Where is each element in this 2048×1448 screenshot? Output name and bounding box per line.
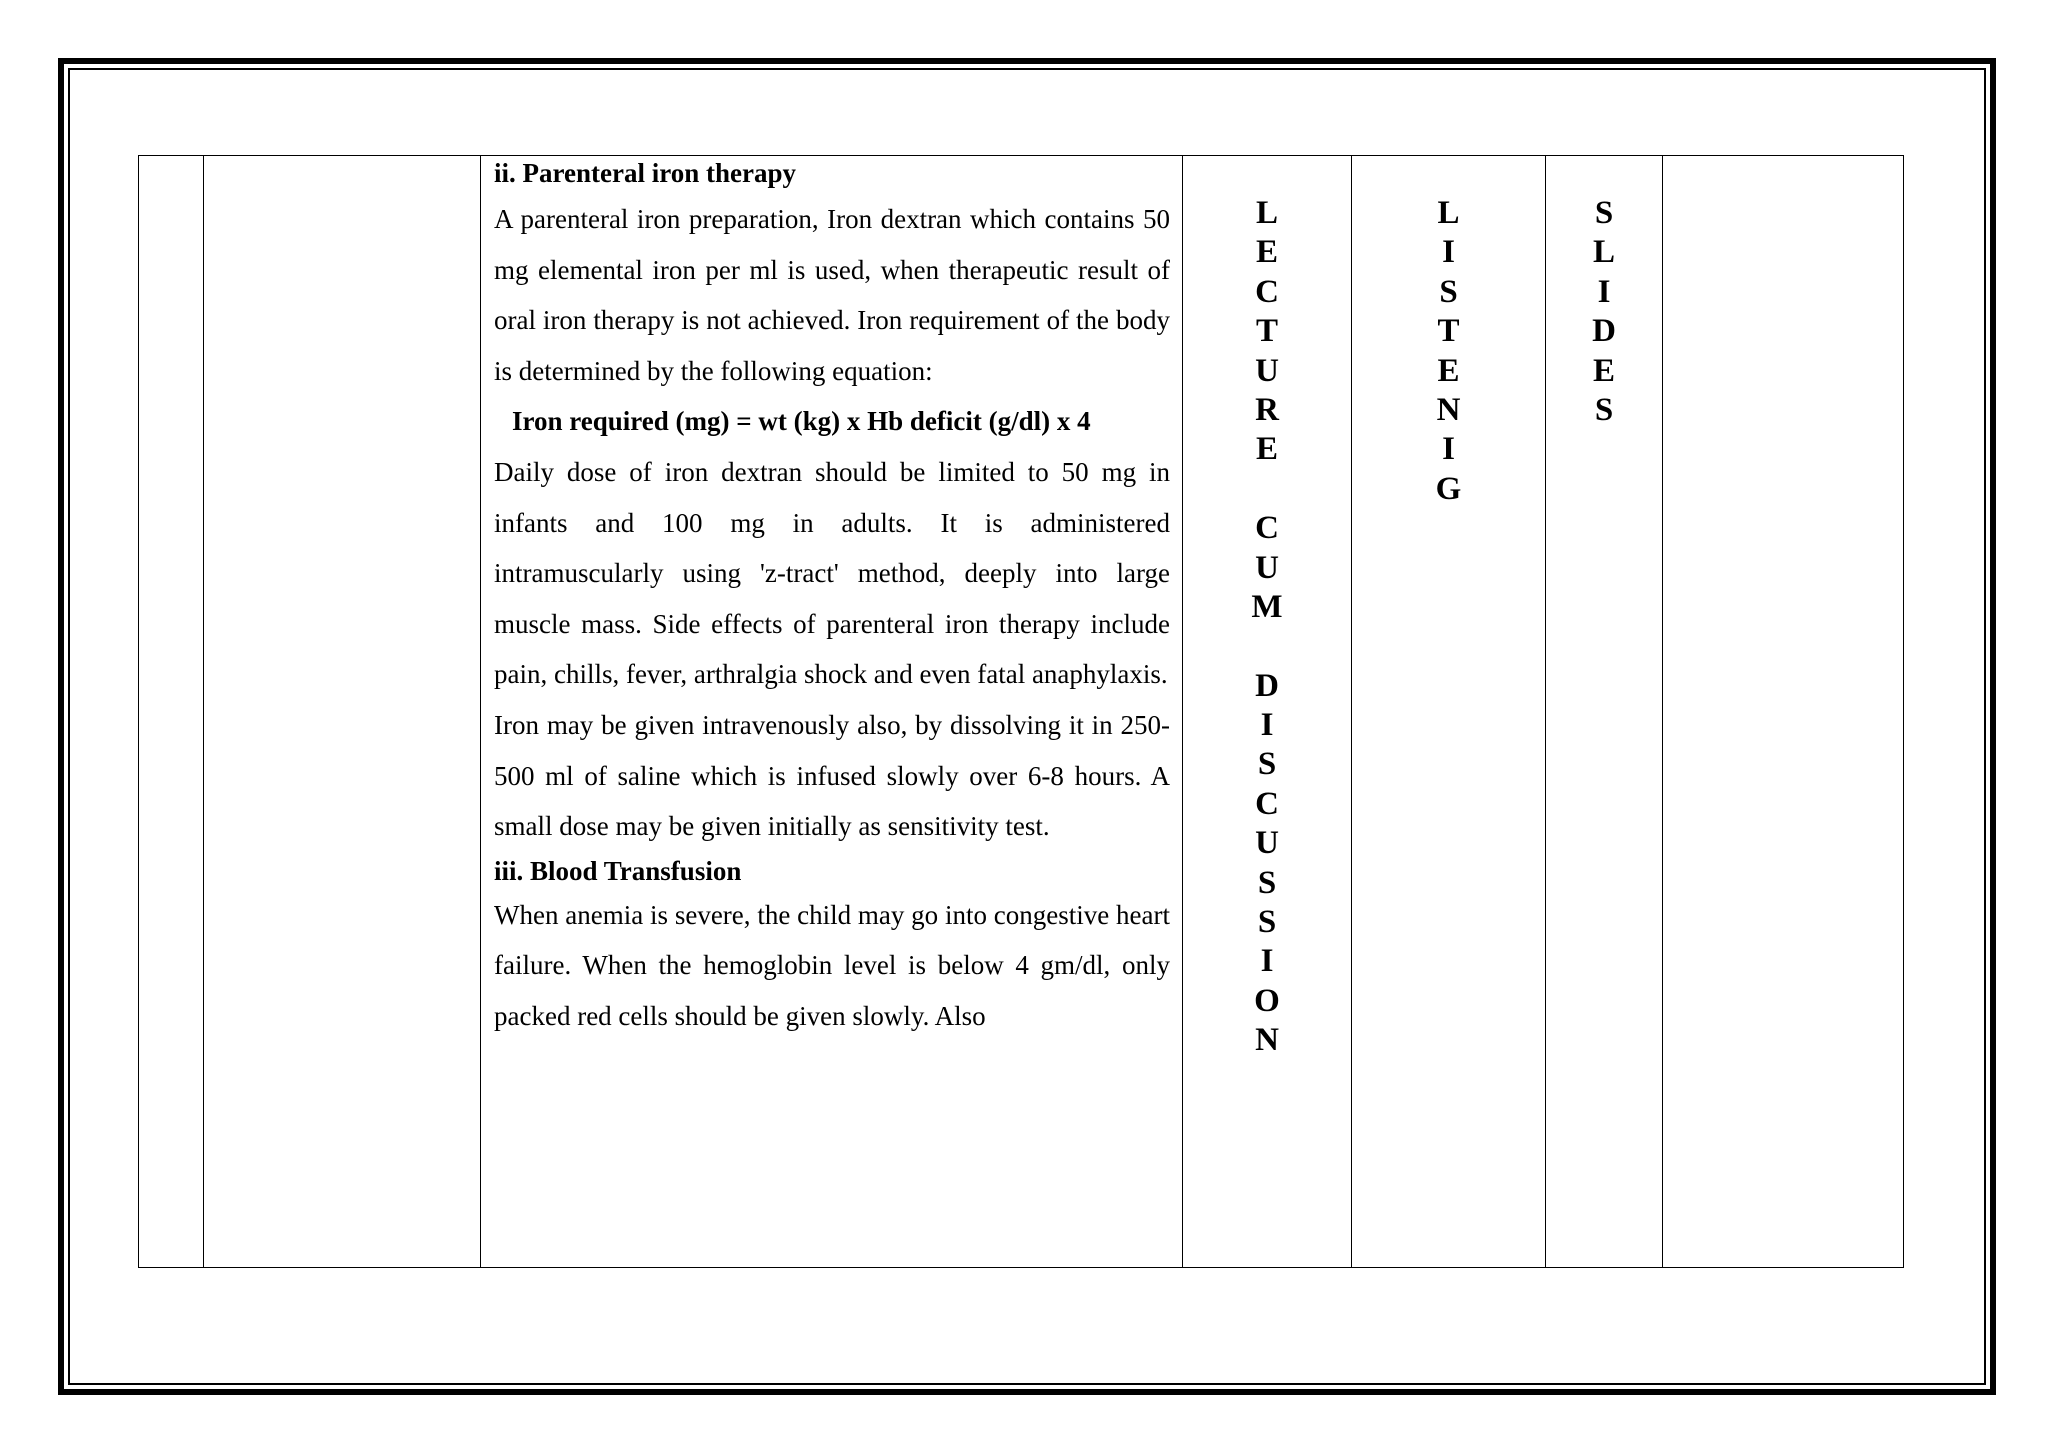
- heading-parenteral-iron: ii. Parenteral iron therapy: [494, 158, 796, 188]
- vertical-letter: U: [1255, 549, 1279, 586]
- time-cell: [139, 156, 204, 1268]
- vertical-letter: U: [1255, 825, 1279, 862]
- vertical-letter: U: [1255, 352, 1279, 389]
- vertical-letter: E: [1592, 352, 1615, 389]
- vertical-letter: E: [1255, 234, 1278, 271]
- vertical-letter: I: [1597, 273, 1611, 310]
- vertical-letter: L: [1592, 234, 1615, 271]
- heading-blood-transfusion: iii. Blood Transfusion: [494, 855, 742, 886]
- vertical-letter: L: [1255, 195, 1278, 231]
- vertical-letter: E: [1255, 431, 1278, 468]
- vertical-letter: S: [1439, 273, 1458, 310]
- paragraph-iron-dextran: A parenteral iron preparation, Iron dextran which contains 50 mg elemental iron per ml is used, when therapeutic result of oral iron therapy is not achieved. Iron requirement of the body is determined by the following equation:: [494, 204, 1170, 386]
- vertical-letter: S: [1257, 746, 1277, 783]
- lesson-plan-table: [138, 155, 1904, 1268]
- objective-cell: [204, 156, 481, 1268]
- vertical-letter: I: [1260, 707, 1274, 744]
- vertical-letter: D: [1592, 313, 1616, 350]
- table-row: [139, 156, 1904, 1268]
- vertical-letter: I: [1442, 431, 1455, 468]
- vertical-letter: S: [1594, 195, 1614, 231]
- vertical-letter: E: [1437, 352, 1460, 389]
- av-aids-cell: [1546, 156, 1663, 1268]
- iron-requirement-equation: Iron required (mg) = wt (kg) x Hb deficit (g/dl) x 4: [512, 406, 1091, 437]
- vertical-letter: D: [1255, 667, 1279, 704]
- learning-activity-cell: [1352, 156, 1546, 1268]
- vertical-letter: N: [1255, 1022, 1279, 1059]
- vertical-letter: T: [1437, 313, 1460, 350]
- learning-activity-text: [1352, 156, 1545, 509]
- teaching-method-text: [1183, 156, 1351, 1061]
- vertical-letter: C: [1255, 785, 1279, 822]
- teaching-method-cell: [1183, 156, 1352, 1268]
- vertical-letter: S: [1257, 864, 1277, 901]
- vertical-letter: N: [1436, 391, 1461, 428]
- vertical-letter: O: [1254, 982, 1280, 1019]
- vertical-letter: S: [1594, 391, 1614, 428]
- vertical-letter: S: [1257, 904, 1277, 941]
- paragraph-intravenous: Iron may be given intravenously also, by dissolving it in 250-500 ml of saline which is infused slowly over 6-8 hours. A small dose may be given initially as sensitivity test.: [494, 709, 1170, 842]
- av-aids-text: [1546, 156, 1662, 430]
- vertical-letter: C: [1255, 510, 1279, 547]
- content-cell: [481, 156, 1183, 1268]
- vertical-letter: T: [1255, 313, 1278, 350]
- vertical-letter: [1183, 470, 1351, 509]
- vertical-letter: I: [1442, 234, 1455, 271]
- content-text: [481, 154, 1182, 1042]
- vertical-letter: G: [1435, 470, 1462, 507]
- vertical-letter: M: [1251, 588, 1283, 625]
- vertical-letter: [1183, 627, 1351, 666]
- paragraph-transfusion: When anemia is severe, the child may go into congestive heart failure. When the hemoglobin level is below 4 gm/dl, only packed red cells should be given slowly. Also: [494, 899, 1170, 1031]
- vertical-letter: R: [1255, 391, 1279, 428]
- evaluation-cell: [1663, 156, 1904, 1268]
- paragraph-daily-dose: Daily dose of iron dextran should be limited to 50 mg in infants and 100 mg in adults. It is administered intramuscularly using 'z-tract' method, deeply into large muscle mass. Side effects of parenteral iron therapy include pain, chills, fever, arthralgia shock and even fatal anaphylaxis.: [494, 456, 1170, 690]
- vertical-letter: L: [1437, 195, 1460, 231]
- vertical-letter: C: [1255, 273, 1279, 310]
- vertical-letter: I: [1260, 943, 1274, 980]
